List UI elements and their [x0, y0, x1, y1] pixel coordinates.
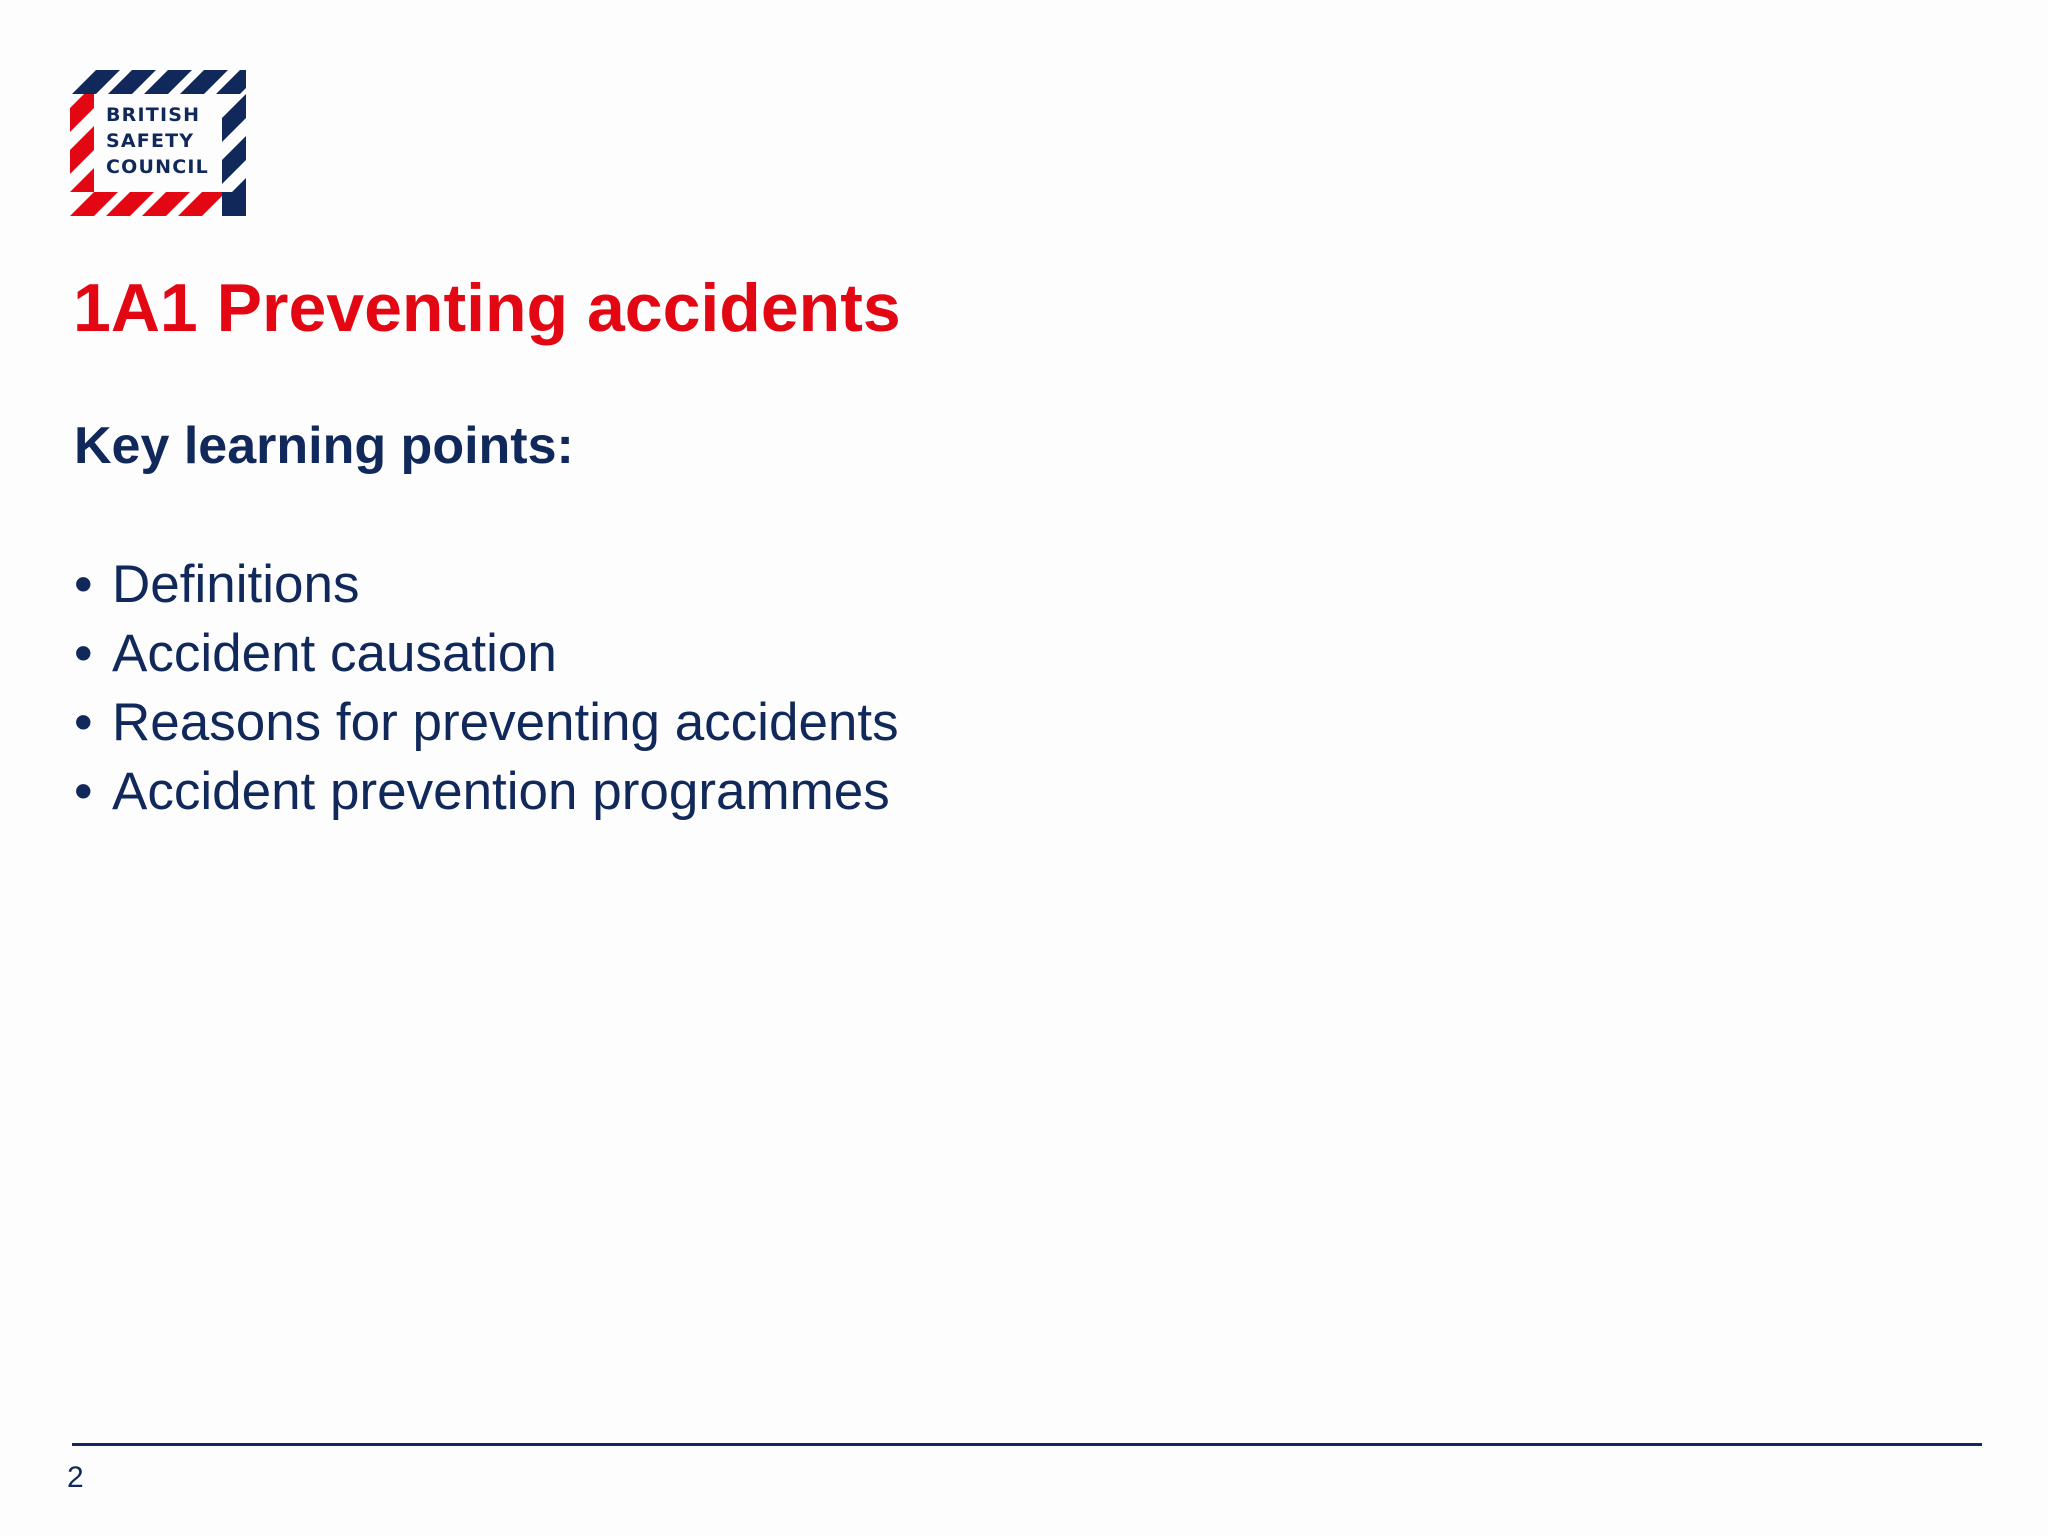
list-item: [74, 688, 899, 757]
footer-divider: [72, 1443, 1982, 1446]
list-item-text: Accident causation: [112, 624, 557, 683]
bullet-icon: •: [74, 693, 93, 752]
bullet-icon: •: [74, 762, 93, 821]
logo-line-safety: SAFETY: [106, 130, 195, 152]
list-item-text: Accident prevention programmes: [112, 762, 890, 821]
list-item-text: Reasons for preventing accidents: [112, 693, 899, 752]
bullet-icon: •: [74, 555, 93, 614]
page-number: 2: [67, 1461, 84, 1494]
list-item: [74, 619, 899, 688]
slide-subtitle: Key learning points:: [74, 417, 574, 475]
british-safety-council-logo: [70, 70, 246, 216]
logo-line-british: BRITISH: [106, 104, 201, 126]
learning-points-list: [74, 550, 899, 826]
slide-title: 1A1 Preventing accidents: [73, 270, 901, 346]
list-item: [74, 757, 899, 826]
logo-wordmark: [106, 102, 226, 180]
bullet-icon: •: [74, 624, 93, 683]
logo-line-council: COUNCIL: [106, 156, 209, 178]
list-item-text: Definitions: [112, 555, 360, 614]
list-item: [74, 550, 899, 619]
